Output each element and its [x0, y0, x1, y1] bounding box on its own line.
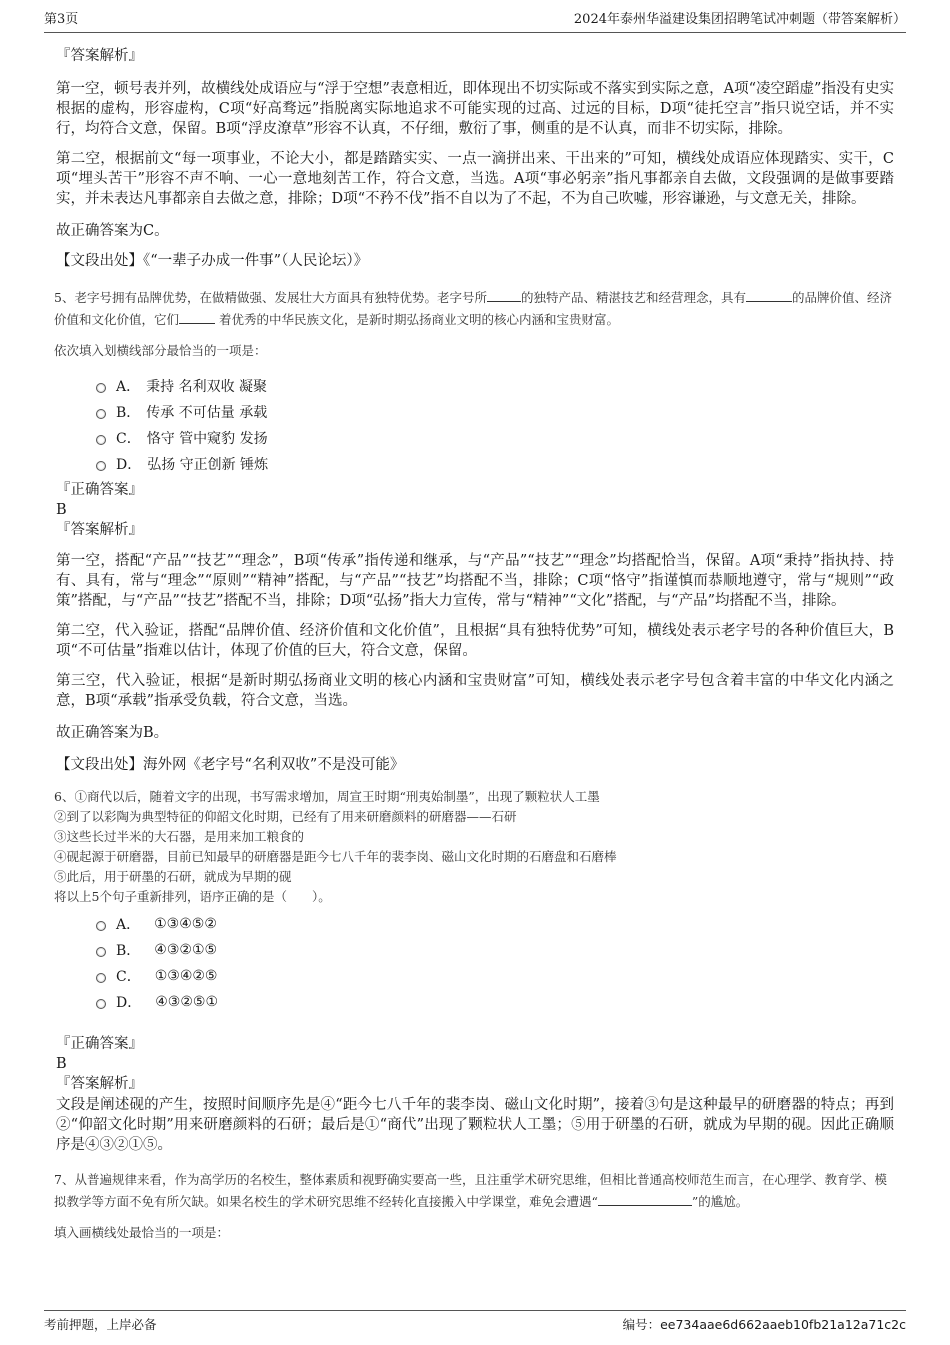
q5-option-d[interactable]: D． 弘扬 守正创新 锤炼 [96, 451, 894, 477]
q4-conclusion: 故正确答案为C。 [56, 223, 169, 239]
q5-option-a[interactable]: A． 秉持 名利双收 凝聚 [96, 373, 894, 399]
q5-blank-3 [179, 309, 215, 324]
radio-icon[interactable] [96, 435, 106, 445]
radio-icon[interactable] [96, 409, 106, 419]
q6-prompt: 将以上5个句子重新排列，语序正确的是（ ）。 [54, 889, 331, 904]
q6-option-c[interactable]: C． ①③④②⑤ [96, 963, 894, 989]
page-footer [44, 1310, 906, 1333]
radio-icon[interactable] [96, 947, 106, 957]
q7-stem: 7、从普遍规律来看，作为高学历的名校生，整体素质和视野确实要高一些，且注重学术研究思维，但相比普通高校师范生而言，在心理学、教育学、模拟教学等方面不免有所欠缺。如果名校生的学术研究思维不经转化直接搬入中学课堂，难免会遭遇“ ”的尴尬。 [54, 1172, 887, 1209]
q6-options [56, 911, 894, 1015]
document-code: 编号：ee734aae6d662aaeb10fb21a12a71c2c [622, 1317, 906, 1332]
page-number: 第3页 [44, 12, 79, 27]
radio-icon[interactable] [96, 921, 106, 931]
radio-icon[interactable] [96, 383, 106, 393]
footer-slogan: 考前押题，上岸必备 [44, 1317, 157, 1332]
q6-analysis: 文段是阐述砚的产生，按照时间顺序先是④“距今七八千年的裴李岗、磁山文化时期”，接着③句是这种最早的研磨器的特点；再到②“仰韶文化时期”用来研磨颜料的石研；最后是①“商代”出现了颗粒状人工墨；⑤用于研墨的石研，就成为早期的砚。因此正确顺序是④③②①⑤。 [56, 1097, 894, 1153]
q5-analysis-paragraph-2: 第二空，代入验证，搭配“品牌价值、经济价值和文化价值”，且根据“具有独特优势”可知，横线处表示老字号的各种价值巨大，B项“不可估量”指难以估计，体现了价值的巨大，符合文意，保留。 [56, 623, 894, 659]
q5-answer: B [56, 502, 67, 518]
q4-analysis-paragraph-2: 第二空，根据前文“每一项事业，不论大小，都是踏踏实实、一点一滴拼出来、干出来的”可知，横线处成语应体现踏实、实干，C项“埋头苦干”形容不声不响、一心一意地刻苦工作，符合文意，当选。A项“事必躬亲”指凡事都亲自去做，文段强调的是做事要踏实，并未表达凡事都亲自去做之意，排除；D项“不矜不伐”指不自以为了不起，不为自己吹嘘，形容谦逊，与文意无关，排除。 [56, 151, 894, 207]
q6-option-b[interactable]: B． ④③②①⑤ [96, 937, 894, 963]
q6-option-a[interactable]: A． ①③④⑤② [96, 911, 894, 937]
q5-blank-1 [487, 287, 521, 302]
q5-analysis-paragraph-1: 第一空，搭配“产品”“技艺”“理念”，B项“传承”指传递和继承，与“产品”“技艺”“理念”均搭配恰当，保留。A项“秉持”指执持、持有、具有，常与“理念”“原则”“精神”搭配，与“产品”“技艺”均搭配不当，排除；C项“恪守”指谨慎而恭顺地遵守，常与“规则”“政策”搭配，与“产品”“技艺”搭配不当，排除；D项“弘扬”指大力宣传，常与“精神”“文化”搭配，与“产品”均搭配不当，排除。 [56, 553, 894, 609]
q5-options [56, 373, 894, 477]
q4-analysis-paragraph-1: 第一空，顿号表并列，故横线处成语应与“浮于空想”表意相近，即体现出不切实际或不落实到实际之意，A项“凌空蹈虚”指没有史实根据的虚构，形容虚构，C项“好高骛远”指脱离实际地追求不可能实现的过高、过远的目标，D项“徒托空言”指只说空话，并不实行，均符合文意，保留。B项“浮皮潦草”形容不认真，不仔细，敷衍了事，侧重的是不认真，而非不切实际，排除。 [56, 81, 894, 137]
q6-sentence-1: 6、①商代以后，随着文字的出现，书写需求增加，周宣王时期“刑夷始制墨”，出现了颗粒状人工墨 [54, 789, 600, 804]
q6-answer: B [56, 1056, 67, 1072]
q5-analysis-heading: 『答案解析』 [56, 522, 143, 538]
q5-source: 【文段出处】海外网《老字号“名利双收”不是没可能》 [56, 757, 405, 773]
document-title: 2024年泰州华溢建设集团招聘笔试冲刺题（带答案解析） [573, 12, 906, 27]
q6-stem [54, 787, 894, 907]
radio-icon[interactable] [96, 973, 106, 983]
q5-conclusion: 故正确答案为B。 [56, 725, 169, 741]
q7-blank [598, 1191, 692, 1206]
radio-icon[interactable] [96, 461, 106, 471]
q5-analysis-paragraph-3: 第三空，代入验证，根据“是新时期弘扬商业文明的核心内涵和宝贵财富”可知，横线处表示老字号包含着丰富的中华文化内涵之意，B项“承载”指承受负载，符合文意，当选。 [56, 673, 894, 709]
q6-answer-heading: 『正确答案』 [56, 1036, 143, 1052]
q5-option-b[interactable]: B． 传承 不可估量 承载 [96, 399, 894, 425]
q6-option-d[interactable]: D． ④③②⑤① [96, 989, 894, 1015]
q5-stem: 5、老字号拥有品牌优势，在做精做强、发展壮大方面具有独特优势。老字号所 的独特产品、精湛技艺和经营理念，具有 的品牌价值、经济价值和文化价值，它们 着优秀的中华民族文化，是新时期弘扬商业文明的核心内涵和宝贵财富。 [54, 287, 894, 331]
q7-prompt: 填入画横线处最恰当的一项是： [54, 1225, 230, 1240]
radio-icon[interactable] [96, 999, 106, 1009]
q6-analysis-heading: 『答案解析』 [56, 1076, 143, 1092]
page-content [56, 45, 894, 1243]
q5-option-c[interactable]: C． 恪守 管中窥豹 发扬 [96, 425, 894, 451]
q6-sentence-2: ②到了以彩陶为典型特征的仰韶文化时期，已经有了用来研磨颜料的研磨器——石研 [54, 809, 517, 824]
q5-blank-2 [746, 287, 792, 302]
q5-prompt: 依次填入划横线部分最恰当的一项是： [54, 343, 267, 358]
q6-sentence-5: ⑤此后，用于研墨的石研，就成为早期的砚 [54, 869, 292, 884]
q5-answer-heading: 『正确答案』 [56, 482, 143, 498]
q4-source: 【文段出处】《“一辈子办成一件事”（人民论坛）》 [56, 253, 369, 269]
q6-sentence-4: ④砚起源于研磨器，目前已知最早的研磨器是距今七八千年的裴李岗、磁山文化时期的石磨盘和石磨棒 [54, 849, 617, 864]
page-header [44, 8, 906, 33]
q6-sentence-3: ③这些长过半米的大石器，是用来加工粮食的 [54, 829, 305, 844]
q4-analysis-heading: 『答案解析』 [56, 48, 143, 64]
